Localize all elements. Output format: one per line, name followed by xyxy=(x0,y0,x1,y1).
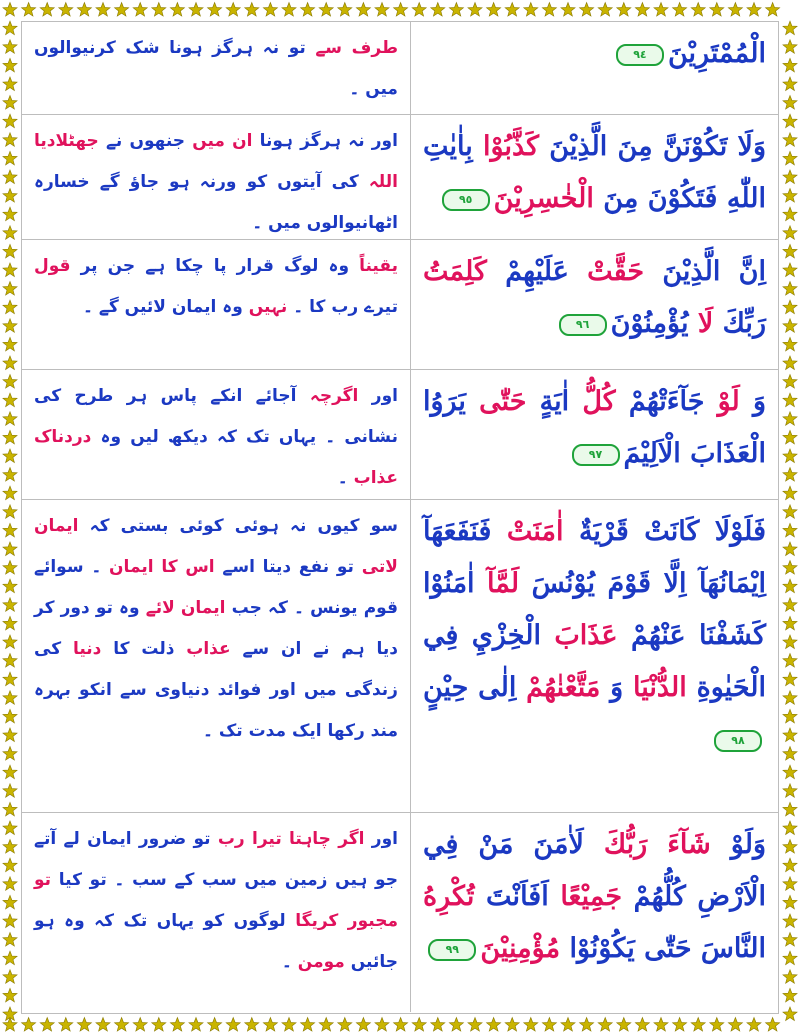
border-star-icon xyxy=(449,1018,463,1032)
border-star-icon xyxy=(3,412,17,426)
border-star-icon xyxy=(189,1018,203,1032)
urdu-text-segment: اور xyxy=(364,829,398,849)
border-star-icon xyxy=(783,263,797,277)
verse-row-94 xyxy=(22,22,778,114)
border-star-icon xyxy=(468,1018,482,1032)
border-star-icon xyxy=(3,728,17,742)
border-star-icon xyxy=(783,430,797,444)
arabic-text-segment: جَمِيْعًا xyxy=(560,881,623,912)
border-star-icon xyxy=(77,1018,91,1032)
border-star-icon xyxy=(3,784,17,798)
urdu-text-segment: تیرے رب کا ۔ xyxy=(287,297,398,317)
arabic-text-segment: يَرَوُا الْعَذَابَ الْاَلِيْمَ xyxy=(422,386,766,469)
arabic-text-segment: لَوْ xyxy=(717,386,740,417)
border-star-icon xyxy=(375,1018,389,1032)
border-star-icon xyxy=(245,1018,259,1032)
border-star-icon xyxy=(3,709,17,723)
arabic-text-segment: يُؤْمِنُوْنَ xyxy=(610,308,698,339)
border-star-icon xyxy=(3,1007,17,1021)
border-star-icon xyxy=(617,1018,631,1032)
urdu-text-segment: اور xyxy=(358,386,398,406)
verse-row-96 xyxy=(22,239,778,369)
arabic-verse-98 xyxy=(411,500,778,812)
border-star-icon xyxy=(3,933,17,947)
urdu-text-segment: اگرچہ xyxy=(309,386,359,406)
border-star-icon xyxy=(3,21,17,35)
border-star-icon xyxy=(152,1018,166,1032)
border-star-icon xyxy=(783,412,797,426)
border-star-icon xyxy=(412,3,426,17)
verse-table xyxy=(21,21,779,1014)
border-star-icon xyxy=(3,226,17,240)
border-star-icon xyxy=(783,877,797,891)
border-star-icon xyxy=(654,1018,668,1032)
urdu-text-segment: لوگوں کو یہاں تک کہ وہ ہو جائیں xyxy=(34,911,398,972)
arabic-text-segment: لَاٰمَنَ مَنْ فِي الْاَرْضِ كُلُّهُمْ xyxy=(422,829,767,912)
border-star-icon xyxy=(783,300,797,314)
border-star-icon xyxy=(783,449,797,463)
border-star-icon xyxy=(3,170,17,184)
border-star-icon xyxy=(561,3,575,17)
arabic-text-segment: اٰمَنَتْ xyxy=(506,516,564,547)
urdu-text-segment: آجائے انکے پاس ہر طرح کی نشانی ۔ یہاں تک کہ دیکھ لیں وہ xyxy=(34,386,398,447)
border-star-icon xyxy=(783,672,797,686)
border-star-icon xyxy=(189,3,203,17)
arabic-text-segment: مُؤْمِنِيْنَ xyxy=(480,933,561,964)
urdu-text-segment: قول xyxy=(34,256,71,276)
arabic-text-segment: تُكْرِهُ xyxy=(422,881,475,912)
urdu-text-segment: ۔ xyxy=(337,468,354,488)
urdu-text-segment: مومن xyxy=(297,952,345,972)
border-star-icon xyxy=(783,840,797,854)
arabic-text-segment: عَلَيْهِمْ xyxy=(486,256,588,287)
border-star-icon xyxy=(3,189,17,203)
urdu-text-segment: وہ ایمان لائیں گے ۔ xyxy=(83,297,249,317)
urdu-text-segment: اور نہ ہرگز ہونا xyxy=(252,131,398,151)
border-star-icon xyxy=(691,3,705,17)
urdu-text-segment: نہیں xyxy=(248,297,288,317)
arabic-verse-94 xyxy=(411,22,778,114)
border-star-icon xyxy=(783,282,797,296)
arabic-text-segment: اٰمَنُوْا كَشَفْنَا عَنْهُمْ xyxy=(422,568,766,651)
border-star-icon xyxy=(245,3,259,17)
arabic-text-segment: فَنَفَعَهَآ اِيْمَانُهَآ اِلَّا قَوْمَ يُوْنُسَ xyxy=(422,516,766,599)
border-star-icon xyxy=(598,3,612,17)
arabic-text-segment: لَمَّآ xyxy=(487,568,520,599)
border-star-icon xyxy=(133,3,147,17)
border-star-icon xyxy=(3,840,17,854)
arabic-text-segment: كَلِمَتُ xyxy=(422,256,487,287)
urdu-text-segment: تو نفع دیتا اسے xyxy=(214,557,362,577)
border-star-icon xyxy=(22,3,36,17)
border-star-icon xyxy=(3,3,17,17)
border-star-icon xyxy=(59,1018,73,1032)
arabic-verse-96 xyxy=(411,240,778,369)
border-star-icon xyxy=(783,151,797,165)
border-star-icon xyxy=(3,430,17,444)
arabic-text-segment: حَقَّتْ xyxy=(587,256,645,287)
border-star-icon xyxy=(3,40,17,54)
border-star-icon xyxy=(3,151,17,165)
urdu-text-segment: تو مجبور کریگا xyxy=(34,870,398,931)
border-star-icon xyxy=(580,3,594,17)
arabic-verse-95 xyxy=(411,115,778,239)
border-star-icon xyxy=(3,877,17,891)
ayah-number-marker: ٩٩ xyxy=(428,939,476,961)
border-star-icon xyxy=(226,1018,240,1032)
urdu-text-segment: اگر چاہتا تیرا رب xyxy=(217,829,365,849)
border-star-icon xyxy=(783,933,797,947)
border-star-icon xyxy=(783,337,797,351)
border-star-icon xyxy=(617,3,631,17)
arabic-verse-97 xyxy=(411,370,778,499)
border-star-icon xyxy=(263,1018,277,1032)
border-star-icon xyxy=(487,3,501,17)
border-star-icon xyxy=(3,133,17,147)
border-star-icon xyxy=(3,244,17,258)
border-star-icon xyxy=(3,300,17,314)
border-star-icon xyxy=(3,598,17,612)
border-star-icon xyxy=(783,561,797,575)
border-star-icon xyxy=(208,1018,222,1032)
border-star-icon xyxy=(3,263,17,277)
border-star-icon xyxy=(319,1018,333,1032)
border-star-icon xyxy=(710,3,724,17)
border-star-icon xyxy=(783,189,797,203)
border-star-icon xyxy=(783,858,797,872)
border-star-icon xyxy=(783,523,797,537)
border-star-icon xyxy=(783,970,797,984)
border-star-icon xyxy=(783,895,797,909)
arabic-text-segment: بِاٰيٰتِ اللّٰهِ فَتَكُوْنَ مِنَ xyxy=(422,131,766,214)
border-star-icon xyxy=(766,1018,780,1032)
arabic-text-segment: النَّاسَ حَتّٰى يَكُوْنُوْا xyxy=(560,933,766,964)
border-star-icon xyxy=(783,244,797,258)
verse-row-95 xyxy=(22,114,778,239)
border-star-icon xyxy=(561,1018,575,1032)
border-star-icon xyxy=(783,375,797,389)
arabic-text-segment: عَذَابَ xyxy=(554,620,618,651)
border-star-icon xyxy=(783,691,797,705)
border-star-icon xyxy=(747,1018,761,1032)
border-star-icon xyxy=(3,672,17,686)
border-star-icon xyxy=(208,3,222,17)
border-star-icon xyxy=(3,802,17,816)
border-star-icon xyxy=(431,1018,445,1032)
urdu-text-segment: اس کا ایمان xyxy=(109,557,215,577)
border-star-icon xyxy=(3,951,17,965)
arabic-text-segment: حَتّٰى xyxy=(479,386,527,417)
border-star-icon xyxy=(783,765,797,779)
border-star-icon xyxy=(133,1018,147,1032)
arabic-text-segment: وَ xyxy=(600,672,633,703)
arabic-verse-99 xyxy=(411,813,778,1012)
border-star-icon xyxy=(3,207,17,221)
border-star-icon xyxy=(783,207,797,221)
arabic-text-segment: شَآءَ رَبُّكَ xyxy=(603,829,711,860)
border-star-icon xyxy=(783,542,797,556)
urdu-text-segment: کی آیتوں کو ورنہ ہو جاؤ گے خسارہ اٹھانیوالوں میں ۔ xyxy=(34,172,398,233)
arabic-text-segment: اِنَّ الَّذِيْنَ xyxy=(644,256,766,287)
urdu-text-segment: سو کیوں نہ ہوئی کوئی بستی کہ xyxy=(78,516,398,536)
border-star-icon xyxy=(40,3,54,17)
arabic-text-segment: جَآءَتْهُمْ xyxy=(615,386,718,417)
border-star-icon xyxy=(96,1018,110,1032)
border-star-icon xyxy=(3,356,17,370)
border-star-icon xyxy=(282,3,296,17)
border-star-icon xyxy=(226,3,240,17)
border-star-icon xyxy=(431,3,445,17)
urdu-translation-97 xyxy=(22,370,411,499)
ayah-number-marker: ٩٧ xyxy=(572,444,620,466)
urdu-text-segment: ۔ xyxy=(281,952,298,972)
border-star-icon xyxy=(783,40,797,54)
border-star-icon xyxy=(783,728,797,742)
border-star-icon xyxy=(783,133,797,147)
arabic-text-segment: وَلَوْ xyxy=(710,829,766,860)
urdu-text-segment: ایمان لائے xyxy=(145,598,226,618)
arabic-text-segment: مَتَّعْنٰهُمْ xyxy=(526,672,601,703)
border-star-icon xyxy=(710,1018,724,1032)
border-star-icon xyxy=(394,3,408,17)
border-star-icon xyxy=(783,988,797,1002)
urdu-translation-95 xyxy=(22,115,411,239)
border-star-icon xyxy=(673,3,687,17)
border-star-icon xyxy=(3,765,17,779)
border-star-icon xyxy=(3,858,17,872)
ayah-number-marker: ٩٨ xyxy=(714,730,762,752)
border-star-icon xyxy=(3,77,17,91)
border-star-icon xyxy=(505,1018,519,1032)
urdu-text-segment: وہ لوگ قرار پا چکا ہے جن پر xyxy=(70,256,360,276)
border-star-icon xyxy=(783,914,797,928)
border-star-icon xyxy=(542,1018,556,1032)
border-star-icon xyxy=(3,654,17,668)
border-star-icon xyxy=(783,654,797,668)
border-star-icon xyxy=(783,505,797,519)
border-star-icon xyxy=(580,1018,594,1032)
border-star-icon xyxy=(59,3,73,17)
border-star-icon xyxy=(96,3,110,17)
border-star-icon xyxy=(301,3,315,17)
border-star-icon xyxy=(3,579,17,593)
border-star-icon xyxy=(338,1018,352,1032)
urdu-text-segment: تو ضرور ایمان لے آتے جو ہیں زمین میں سب کے سب ۔ تو کیا xyxy=(34,829,398,890)
border-star-icon xyxy=(115,1018,129,1032)
urdu-text-segment: ۔ سوائے قوم یونس ۔ کہ جب xyxy=(34,557,398,618)
arabic-text-segment: كُلُّ xyxy=(582,386,616,417)
border-star-icon xyxy=(505,3,519,17)
border-star-icon xyxy=(3,747,17,761)
urdu-text-segment: عذاب xyxy=(186,639,231,659)
urdu-text-segment: ذلت کا xyxy=(101,639,187,659)
border-star-icon xyxy=(115,3,129,17)
border-star-icon xyxy=(394,1018,408,1032)
border-star-icon xyxy=(301,1018,315,1032)
border-star-icon xyxy=(263,3,277,17)
border-star-icon xyxy=(783,802,797,816)
border-star-icon xyxy=(3,505,17,519)
arabic-text-segment: اِلٰى حِيْنٍ xyxy=(422,672,527,703)
urdu-text-segment: دنیا xyxy=(72,639,102,659)
arabic-text-segment: الْمُمْتَرِيْنَ xyxy=(667,38,766,69)
border-star-icon xyxy=(542,3,556,17)
border-star-icon xyxy=(635,1018,649,1032)
arabic-text-segment: وَ xyxy=(739,386,766,417)
border-star-icon xyxy=(3,58,17,72)
border-star-icon xyxy=(77,3,91,17)
border-star-icon xyxy=(598,1018,612,1032)
arabic-text-segment: وَلَا تَكُوْنَنَّ مِنَ الَّذِيْنَ xyxy=(539,131,766,162)
verse-row-97 xyxy=(22,369,778,499)
urdu-text-segment: ان میں xyxy=(192,131,253,151)
border-star-icon xyxy=(673,1018,687,1032)
arabic-text-segment: لَا xyxy=(697,308,714,339)
urdu-text-segment: جھٹلادیا اللہ xyxy=(34,131,398,192)
arabic-text-segment: اٰيَةٍ xyxy=(526,386,583,417)
border-star-icon xyxy=(783,96,797,110)
urdu-text-segment: وہ تو دور کر دیا ہم نے ان سے xyxy=(34,598,398,659)
arabic-text-segment: كَذَّبُوْا xyxy=(483,131,540,162)
urdu-translation-94 xyxy=(22,22,411,114)
border-star-icon xyxy=(412,1018,426,1032)
urdu-translation-96 xyxy=(22,240,411,369)
border-star-icon xyxy=(783,1007,797,1021)
border-star-icon xyxy=(3,914,17,928)
border-star-icon xyxy=(783,579,797,593)
urdu-text-segment: دردناک عذاب xyxy=(34,427,398,488)
urdu-text-segment: کی زندگی میں اور فوائد دنیاوی سے انکو بہرہ مند رکھا ایک مدت تک ۔ xyxy=(34,639,398,741)
border-star-icon xyxy=(728,1018,742,1032)
border-star-icon xyxy=(783,226,797,240)
border-star-icon xyxy=(449,3,463,17)
urdu-translation-99 xyxy=(22,813,411,1012)
border-star-icon xyxy=(783,821,797,835)
border-star-icon xyxy=(783,616,797,630)
border-star-icon xyxy=(747,3,761,17)
border-star-icon xyxy=(783,77,797,91)
border-star-icon xyxy=(356,1018,370,1032)
border-star-icon xyxy=(783,598,797,612)
border-star-icon xyxy=(3,96,17,110)
border-star-icon xyxy=(22,1018,36,1032)
border-star-icon xyxy=(783,709,797,723)
border-star-icon xyxy=(3,895,17,909)
urdu-text-segment: جنھوں نے xyxy=(98,131,193,151)
arabic-text-segment: فَلَوْلَا كَانَتْ قَرْيَةٌ xyxy=(563,516,767,547)
arabic-text-segment: اَفَاَنْتَ xyxy=(474,881,561,912)
border-star-icon xyxy=(635,3,649,17)
ayah-number-marker: ٩٤ xyxy=(616,44,664,66)
border-star-icon xyxy=(3,449,17,463)
border-star-icon xyxy=(524,1018,538,1032)
border-star-icon xyxy=(654,3,668,17)
border-star-icon xyxy=(783,747,797,761)
border-star-icon xyxy=(3,542,17,556)
border-star-icon xyxy=(152,3,166,17)
border-star-icon xyxy=(3,988,17,1002)
border-star-icon xyxy=(783,393,797,407)
border-star-icon xyxy=(356,3,370,17)
border-star-icon xyxy=(338,3,352,17)
border-star-icon xyxy=(524,3,538,17)
border-star-icon xyxy=(3,486,17,500)
border-star-icon xyxy=(3,970,17,984)
border-star-icon xyxy=(3,282,17,296)
ayah-number-marker: ٩٥ xyxy=(442,189,490,211)
urdu-text-segment: طرف سے xyxy=(315,38,398,58)
arabic-text-segment: الْخٰسِرِيْنَ xyxy=(493,183,594,214)
border-star-icon xyxy=(3,635,17,649)
border-star-icon xyxy=(3,523,17,537)
border-star-icon xyxy=(783,468,797,482)
border-star-icon xyxy=(3,691,17,705)
border-star-icon xyxy=(783,319,797,333)
urdu-translation-98 xyxy=(22,500,411,812)
border-star-icon xyxy=(3,393,17,407)
border-star-icon xyxy=(40,1018,54,1032)
arabic-text-segment: رَبِّكَ xyxy=(713,308,766,339)
border-star-icon xyxy=(375,3,389,17)
verse-row-99 xyxy=(22,812,778,1012)
arabic-text-segment: الدُّنْيَا xyxy=(633,672,687,703)
border-star-icon xyxy=(3,561,17,575)
arabic-text-segment: الْخِزْيِ فِي الْحَيٰوةِ xyxy=(422,620,766,703)
border-star-icon xyxy=(766,3,780,17)
border-star-icon xyxy=(3,616,17,630)
border-star-icon xyxy=(3,319,17,333)
border-star-icon xyxy=(783,951,797,965)
ayah-number-marker: ٩٦ xyxy=(559,314,607,336)
border-star-icon xyxy=(170,3,184,17)
border-star-icon xyxy=(728,3,742,17)
border-star-icon xyxy=(468,3,482,17)
border-star-icon xyxy=(3,114,17,128)
border-star-icon xyxy=(319,3,333,17)
border-star-icon xyxy=(783,21,797,35)
border-star-icon xyxy=(783,356,797,370)
border-star-icon xyxy=(170,1018,184,1032)
border-star-icon xyxy=(282,1018,296,1032)
border-star-icon xyxy=(3,1018,17,1032)
urdu-text-segment: تو نہ ہرگز ہونا شک کرنیوالوں میں ۔ xyxy=(34,38,398,99)
border-star-icon xyxy=(783,170,797,184)
border-star-icon xyxy=(783,784,797,798)
border-star-icon xyxy=(3,337,17,351)
border-star-icon xyxy=(783,58,797,72)
urdu-text-segment: ایمان لاتی xyxy=(34,516,398,577)
border-star-icon xyxy=(3,375,17,389)
verse-row-98 xyxy=(22,499,778,812)
border-star-icon xyxy=(3,468,17,482)
border-star-icon xyxy=(487,1018,501,1032)
border-star-icon xyxy=(783,114,797,128)
border-star-icon xyxy=(783,635,797,649)
border-star-icon xyxy=(3,821,17,835)
urdu-text-segment: یقیناً xyxy=(359,256,398,276)
border-star-icon xyxy=(783,486,797,500)
border-star-icon xyxy=(691,1018,705,1032)
